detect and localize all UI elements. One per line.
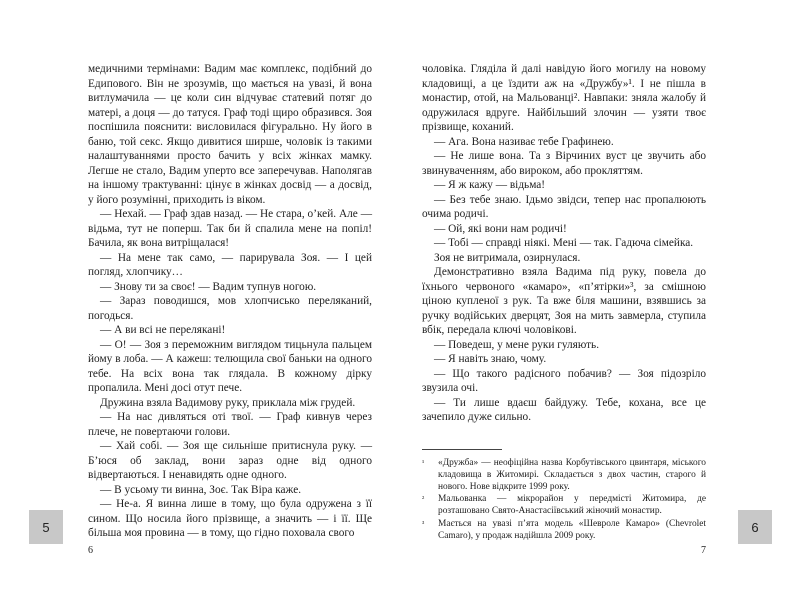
- paragraph: — Знову ти за своє! — Вадим тупнув ногою.: [100, 280, 317, 293]
- paragraph: медичними термінами: Вадим має комплекс, подібний до Едипового. Він не зрозумів, що мається на увазі, й вона витлумачила — це коли син відчуває статевий потяг до матері, а доця — до татуся. Граф тоді щиро образився. Зоя поспішила пояснити: висловилася фігурально. Ну його в баню, той секс. Якщо дивитися ширше, чоловік із такими налаштуваннями просто бачить у всіх жінках мамку. Легше не стало, Вадим уперто все заперечував. Наполягав на іншому трактуванні: цінує в жінках досвід — а досвід, у його розумінні, приходить із віком.: [88, 63, 372, 206]
- paragraph: Дружина взяла Вадимову руку, приклала між грудей.: [100, 396, 356, 409]
- paragraph: — Хай собі. — Зоя ще сильніше притиснула руку. — Б’юся об заклад, вони зараз одне від одного відвертаються. І ненавидять одне одного.: [88, 440, 372, 481]
- paragraph: Зоя не витримала, озирнулася.: [434, 251, 581, 264]
- paragraph: — Ти лише вдаєш байдужу. Тебе, кохана, все це зачепило дуже сильно.: [422, 396, 706, 423]
- footnote: [422, 493, 706, 517]
- paragraph: — Не-а. Я винна лише в тому, що була одружена з її сином. Що носила його прізвище, а значить — і її. Ще більша моя провина — в тому, що гідно поховала свого: [88, 498, 372, 539]
- right-page-number: 7: [701, 545, 706, 556]
- paragraph: — На нас дивляться оті твої. — Граф кивнув через плече, не повертаючи голови.: [88, 411, 372, 438]
- paragraph: — Я навіть знаю, чому.: [434, 353, 547, 365]
- paragraph: — Без тебе знаю. Ідьмо звідси, тепер нас пропалюють очима родичі.: [422, 193, 706, 220]
- left-page: [88, 62, 372, 541]
- paragraph: — О! — Зоя з переможним виглядом тицьнула пальцем йому в лоба. — А кажеш: телющила свої баньки на одного тебе. На всіх вона так глядала. В кожному дірку пропалила. Мені досі отут пече.: [88, 338, 372, 394]
- footnote-mark: ¹: [422, 457, 425, 467]
- paragraph: — Я ж кажу — відьма!: [434, 179, 546, 191]
- right-page: [422, 62, 706, 542]
- footnote-text: Мається на увазі п’ята модель «Шевроле Камаро» (Chevrolet Camaro), у продаж надійшла 2009 року.: [438, 518, 706, 541]
- paragraph: — В усьому ти винна, Зоє. Так Віра каже.: [100, 483, 302, 496]
- paragraph: — На мене так само, — парирувала Зоя. — І цей погляд, хлопчику…: [88, 251, 372, 278]
- paragraph: — Що такого радісного побачив? — Зоя підозріло звузила очі.: [422, 367, 706, 394]
- paragraph: — Не лише вона. Та з Вірчиних вуст це звучить або звинуваченням, або вироком, або прокляттям.: [422, 150, 706, 177]
- footnote-rule: [422, 449, 502, 450]
- left-thumb-index: 5: [29, 510, 63, 544]
- paragraph: чоловіка. Гляділа й далі навідую його могилу на новому кладовищі, а це їздити аж на «Дружбу»¹. І не пішла в монастир, отой, на Мальованці². Навпаки: зняла жалобу й одружилася вдруге. Найбільший злочин — узяти твоє прізвище, коханий.: [422, 63, 706, 133]
- footnote-text: Мальованка — мікрорайон у передмісті Житомира, де розташовано Свято-Анастасіївський жіночий монастир.: [438, 494, 706, 517]
- paragraph: — Ага. Вона називає тебе Графинею.: [434, 135, 614, 148]
- paragraph: — Зараз поводишся, мов хлопчисько переляканий, погодься.: [88, 295, 372, 322]
- left-page-number: 6: [88, 545, 93, 556]
- paragraph: — Тобі — справді ніякі. Мені — так. Гадюча сімейка.: [434, 237, 694, 249]
- paragraph: Демонстративно взяла Вадима під руку, повела до їхнього червоного «камаро», «п’ятірки»³, за смішною ціною купленої з рук. Та вже біля машини, взявшись за ручку водійських дверцят, Зоя на мить завмерла, ступила вбік, передала ключі чоловікові.: [422, 266, 706, 336]
- footnote: [422, 518, 706, 542]
- footnote-text: «Дружба» — неофіційна назва Корбутівського цвинтаря, міського кладовища в Житомирі. Складається з двох частин, старого й нового. Нове відкрите 1999 року.: [438, 457, 706, 492]
- footnote-mark: ³: [422, 518, 425, 528]
- paragraph: — Ой, які вони нам родичі!: [434, 222, 567, 235]
- paragraph: — А ви всі не перелякані!: [100, 324, 226, 336]
- footnote: [422, 457, 706, 494]
- right-thumb-index: 6: [738, 510, 772, 544]
- paragraph: — Нехай. — Граф здав назад. — Не стара, о’кей. Але — відьма, тут не поперш. Так би й спалила мене на попіл! Бачила, як вона витріщалася!: [88, 208, 372, 249]
- paragraph: — Поведеш, у мене руки гуляють.: [434, 338, 600, 351]
- footnote-mark: ²: [422, 494, 425, 504]
